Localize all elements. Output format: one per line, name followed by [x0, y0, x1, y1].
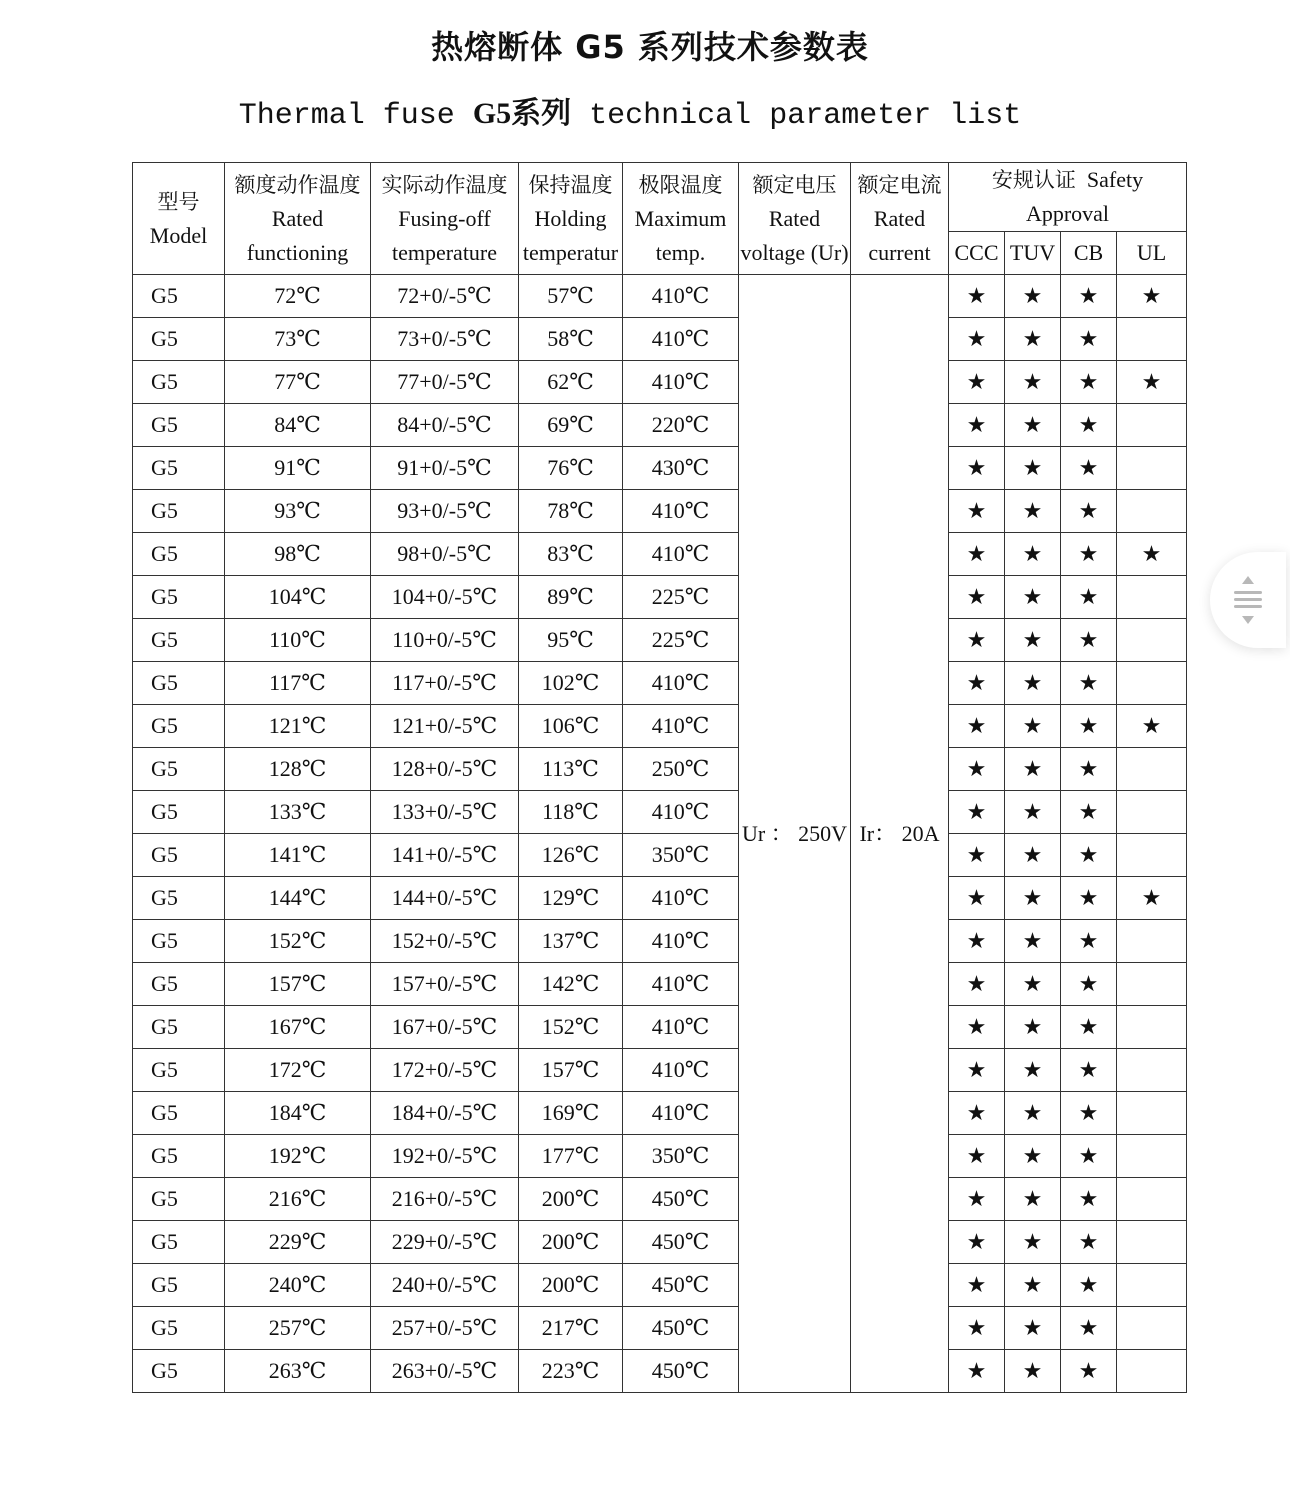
cell-ul-star	[1117, 490, 1187, 533]
cell-holding-temp: 106℃	[519, 705, 623, 748]
header-fusing-off: 实际动作温度 Fusing-off temperature	[371, 163, 519, 275]
cell-max-temp: 250℃	[623, 748, 739, 791]
cell-tuv-star: ★	[1005, 1049, 1061, 1092]
header-cert-ccc: CCC	[949, 232, 1005, 275]
cell-rated-temp: 91℃	[225, 447, 371, 490]
header-rated-current: 额定电流 Rated current	[851, 163, 949, 275]
cell-max-temp: 450℃	[623, 1264, 739, 1307]
cell-ccc-star: ★	[949, 748, 1005, 791]
cell-tuv-star: ★	[1005, 361, 1061, 404]
cell-ccc-star: ★	[949, 1092, 1005, 1135]
cell-cb-star: ★	[1061, 1006, 1117, 1049]
table-row	[133, 1264, 1187, 1307]
cell-holding-temp: 118℃	[519, 791, 623, 834]
scroll-handle-icon	[1232, 574, 1264, 626]
cell-ul-star: ★	[1117, 533, 1187, 576]
header-safety-approval: 安规认证 Safety Approval	[949, 163, 1187, 232]
cell-tuv-star: ★	[1005, 1350, 1061, 1393]
cell-ul-star	[1117, 748, 1187, 791]
cell-tuv-star: ★	[1005, 1307, 1061, 1350]
cell-rated-temp: 128℃	[225, 748, 371, 791]
cell-ul-star	[1117, 447, 1187, 490]
cell-cb-star: ★	[1061, 963, 1117, 1006]
cell-tuv-star: ★	[1005, 275, 1061, 318]
cell-fusing-temp: 77+0/-5℃	[371, 361, 519, 404]
cell-max-temp: 410℃	[623, 361, 739, 404]
cell-holding-temp: 142℃	[519, 963, 623, 1006]
cell-rated-temp: 121℃	[225, 705, 371, 748]
cell-max-temp: 410℃	[623, 1006, 739, 1049]
header-model: 型号 Model	[133, 163, 225, 275]
cell-fusing-temp: 72+0/-5℃	[371, 275, 519, 318]
table-row	[133, 1092, 1187, 1135]
cell-tuv-star: ★	[1005, 662, 1061, 705]
cell-ul-star: ★	[1117, 275, 1187, 318]
cell-ccc-star: ★	[949, 1135, 1005, 1178]
parameter-table	[132, 162, 1187, 1393]
cell-model: G5	[133, 834, 225, 877]
cell-model: G5	[133, 318, 225, 361]
cell-ccc-star: ★	[949, 705, 1005, 748]
cell-holding-temp: 157℃	[519, 1049, 623, 1092]
cell-model: G5	[133, 1049, 225, 1092]
cell-holding-temp: 177℃	[519, 1135, 623, 1178]
cell-ccc-star: ★	[949, 791, 1005, 834]
cell-holding-temp: 169℃	[519, 1092, 623, 1135]
cell-max-temp: 450℃	[623, 1221, 739, 1264]
cell-ul-star	[1117, 1221, 1187, 1264]
table-row	[133, 404, 1187, 447]
cell-max-temp: 410℃	[623, 877, 739, 920]
cell-holding-temp: 89℃	[519, 576, 623, 619]
cell-ccc-star: ★	[949, 490, 1005, 533]
cell-fusing-temp: 141+0/-5℃	[371, 834, 519, 877]
cell-max-temp: 410℃	[623, 963, 739, 1006]
cell-max-temp: 225℃	[623, 619, 739, 662]
cell-cb-star: ★	[1061, 447, 1117, 490]
cell-ccc-star: ★	[949, 1006, 1005, 1049]
table-row	[133, 619, 1187, 662]
cell-ccc-star: ★	[949, 275, 1005, 318]
cell-model: G5	[133, 1350, 225, 1393]
header-holding: 保持温度 Holding temperatur	[519, 163, 623, 275]
cell-holding-temp: 200℃	[519, 1178, 623, 1221]
cell-tuv-star: ★	[1005, 318, 1061, 361]
table-row	[133, 1049, 1187, 1092]
cell-rated-temp: 263℃	[225, 1350, 371, 1393]
cell-rated-temp: 93℃	[225, 490, 371, 533]
cell-fusing-temp: 192+0/-5℃	[371, 1135, 519, 1178]
cell-cb-star: ★	[1061, 1307, 1117, 1350]
table-body	[133, 275, 1187, 1393]
cell-ul-star	[1117, 791, 1187, 834]
cell-model: G5	[133, 576, 225, 619]
cell-ccc-star: ★	[949, 1264, 1005, 1307]
cell-cb-star: ★	[1061, 1264, 1117, 1307]
cell-tuv-star: ★	[1005, 877, 1061, 920]
cell-ccc-star: ★	[949, 834, 1005, 877]
table-row	[133, 662, 1187, 705]
cell-model: G5	[133, 1178, 225, 1221]
cell-tuv-star: ★	[1005, 619, 1061, 662]
cell-max-temp: 410℃	[623, 1092, 739, 1135]
cell-tuv-star: ★	[1005, 1264, 1061, 1307]
cell-model: G5	[133, 920, 225, 963]
table-row	[133, 490, 1187, 533]
cell-tuv-star: ★	[1005, 1178, 1061, 1221]
cell-ccc-star: ★	[949, 1221, 1005, 1264]
cell-model: G5	[133, 748, 225, 791]
title-en-series-word: 系列	[511, 96, 572, 131]
cell-cb-star: ★	[1061, 318, 1117, 361]
cell-fusing-temp: 121+0/-5℃	[371, 705, 519, 748]
cell-ccc-star: ★	[949, 877, 1005, 920]
cell-ccc-star: ★	[949, 533, 1005, 576]
cell-model: G5	[133, 447, 225, 490]
cell-cb-star: ★	[1061, 748, 1117, 791]
cell-rated-temp: 98℃	[225, 533, 371, 576]
cell-ul-star	[1117, 576, 1187, 619]
cell-rated-temp: 257℃	[225, 1307, 371, 1350]
cell-tuv-star: ★	[1005, 705, 1061, 748]
cell-rated-temp: 172℃	[225, 1049, 371, 1092]
cell-holding-temp: 200℃	[519, 1221, 623, 1264]
cell-cb-star: ★	[1061, 1092, 1117, 1135]
cell-ccc-star: ★	[949, 447, 1005, 490]
cell-rated-temp: 84℃	[225, 404, 371, 447]
header-cert-tuv: TUV	[1005, 232, 1061, 275]
cell-holding-temp: 95℃	[519, 619, 623, 662]
cell-rated-temp: 192℃	[225, 1135, 371, 1178]
cell-model: G5	[133, 705, 225, 748]
cell-rated-temp: 144℃	[225, 877, 371, 920]
cell-rated-temp: 72℃	[225, 275, 371, 318]
cell-rated-temp: 104℃	[225, 576, 371, 619]
cell-model: G5	[133, 791, 225, 834]
cell-fusing-temp: 91+0/-5℃	[371, 447, 519, 490]
cell-fusing-temp: 157+0/-5℃	[371, 963, 519, 1006]
cell-ccc-star: ★	[949, 662, 1005, 705]
cell-model: G5	[133, 1307, 225, 1350]
header-cert-ul: UL	[1117, 232, 1187, 275]
cell-cb-star: ★	[1061, 275, 1117, 318]
page-title-cn: 热熔断体 G5 系列技术参数表	[431, 28, 869, 66]
cell-cb-star: ★	[1061, 1135, 1117, 1178]
title-en-part1: Thermal fuse	[238, 99, 473, 133]
cell-ul-star	[1117, 1178, 1187, 1221]
cell-fusing-temp: 167+0/-5℃	[371, 1006, 519, 1049]
cell-model: G5	[133, 1135, 225, 1178]
cell-max-temp: 350℃	[623, 1135, 739, 1178]
table-row	[133, 705, 1187, 748]
cell-max-temp: 220℃	[623, 404, 739, 447]
cell-rated-temp: 73℃	[225, 318, 371, 361]
cell-ul-star	[1117, 1006, 1187, 1049]
cell-rated-temp: 157℃	[225, 963, 371, 1006]
cell-tuv-star: ★	[1005, 1092, 1061, 1135]
cell-holding-temp: 57℃	[519, 275, 623, 318]
cell-holding-temp: 113℃	[519, 748, 623, 791]
cell-fusing-temp: 257+0/-5℃	[371, 1307, 519, 1350]
cell-holding-temp: 58℃	[519, 318, 623, 361]
cell-fusing-temp: 84+0/-5℃	[371, 404, 519, 447]
cell-ccc-star: ★	[949, 1307, 1005, 1350]
cell-ul-star: ★	[1117, 877, 1187, 920]
cell-ul-star: ★	[1117, 705, 1187, 748]
cell-ul-star	[1117, 1092, 1187, 1135]
cell-ul-star	[1117, 920, 1187, 963]
cell-ul-star	[1117, 1049, 1187, 1092]
cell-cb-star: ★	[1061, 705, 1117, 748]
cell-model: G5	[133, 877, 225, 920]
table-row	[133, 576, 1187, 619]
cell-fusing-temp: 110+0/-5℃	[371, 619, 519, 662]
cell-ul-star	[1117, 834, 1187, 877]
cell-model: G5	[133, 533, 225, 576]
cell-ccc-star: ★	[949, 619, 1005, 662]
table-row	[133, 1307, 1187, 1350]
cell-ul-star	[1117, 963, 1187, 1006]
cell-model: G5	[133, 361, 225, 404]
cell-max-temp: 450℃	[623, 1307, 739, 1350]
cell-max-temp: 450℃	[623, 1178, 739, 1221]
cell-model: G5	[133, 490, 225, 533]
cell-fusing-temp: 133+0/-5℃	[371, 791, 519, 834]
cell-cb-star: ★	[1061, 1049, 1117, 1092]
cell-fusing-temp: 98+0/-5℃	[371, 533, 519, 576]
cell-holding-temp: 129℃	[519, 877, 623, 920]
header-maximum: 极限温度 Maximum temp.	[623, 163, 739, 275]
cell-tuv-star: ★	[1005, 447, 1061, 490]
cell-tuv-star: ★	[1005, 1135, 1061, 1178]
cell-cb-star: ★	[1061, 877, 1117, 920]
table-row	[133, 748, 1187, 791]
cell-cb-star: ★	[1061, 619, 1117, 662]
cell-tuv-star: ★	[1005, 748, 1061, 791]
cell-ul-star	[1117, 404, 1187, 447]
cell-rated-temp: 184℃	[225, 1092, 371, 1135]
cell-rated-temp: 229℃	[225, 1221, 371, 1264]
cell-fusing-temp: 229+0/-5℃	[371, 1221, 519, 1264]
cell-fusing-temp: 144+0/-5℃	[371, 877, 519, 920]
cell-max-temp: 410℃	[623, 705, 739, 748]
header-rated-functioning: 额度动作温度 Rated functioning	[225, 163, 371, 275]
cell-cb-star: ★	[1061, 404, 1117, 447]
cell-cb-star: ★	[1061, 791, 1117, 834]
cell-rated-temp: 216℃	[225, 1178, 371, 1221]
cell-rated-voltage: Ur ： 250V	[739, 275, 851, 1393]
cell-holding-temp: 217℃	[519, 1307, 623, 1350]
cell-max-temp: 410℃	[623, 791, 739, 834]
table-row	[133, 361, 1187, 404]
cell-ccc-star: ★	[949, 1049, 1005, 1092]
cell-holding-temp: 152℃	[519, 1006, 623, 1049]
cell-ccc-star: ★	[949, 576, 1005, 619]
table-row	[133, 920, 1187, 963]
cell-fusing-temp: 172+0/-5℃	[371, 1049, 519, 1092]
cell-holding-temp: 76℃	[519, 447, 623, 490]
table-row	[133, 275, 1187, 318]
cell-max-temp: 350℃	[623, 834, 739, 877]
cell-rated-temp: 77℃	[225, 361, 371, 404]
cell-ul-star	[1117, 1264, 1187, 1307]
table-row	[133, 533, 1187, 576]
cell-max-temp: 410℃	[623, 318, 739, 361]
cell-tuv-star: ★	[1005, 920, 1061, 963]
cell-max-temp: 430℃	[623, 447, 739, 490]
cell-rated-temp: 133℃	[225, 791, 371, 834]
cell-tuv-star: ★	[1005, 791, 1061, 834]
table-row	[133, 1221, 1187, 1264]
cell-max-temp: 410℃	[623, 920, 739, 963]
cell-max-temp: 450℃	[623, 1350, 739, 1393]
cell-max-temp: 410℃	[623, 1049, 739, 1092]
cell-rated-temp: 110℃	[225, 619, 371, 662]
cell-model: G5	[133, 662, 225, 705]
cell-model: G5	[133, 1264, 225, 1307]
cell-holding-temp: 69℃	[519, 404, 623, 447]
cell-holding-temp: 223℃	[519, 1350, 623, 1393]
cell-model: G5	[133, 275, 225, 318]
cell-fusing-temp: 104+0/-5℃	[371, 576, 519, 619]
header-cert-cb: CB	[1061, 232, 1117, 275]
cell-cb-star: ★	[1061, 1221, 1117, 1264]
cell-ul-star: ★	[1117, 361, 1187, 404]
title-en-series-code: G5	[472, 97, 512, 130]
cell-max-temp: 410℃	[623, 662, 739, 705]
cell-tuv-star: ★	[1005, 404, 1061, 447]
cell-ul-star	[1117, 662, 1187, 705]
cell-ccc-star: ★	[949, 361, 1005, 404]
table-row	[133, 1135, 1187, 1178]
cell-ccc-star: ★	[949, 963, 1005, 1006]
cell-fusing-temp: 184+0/-5℃	[371, 1092, 519, 1135]
cell-holding-temp: 62℃	[519, 361, 623, 404]
cell-max-temp: 410℃	[623, 533, 739, 576]
table-row	[133, 447, 1187, 490]
cell-model: G5	[133, 1221, 225, 1264]
cell-fusing-temp: 117+0/-5℃	[371, 662, 519, 705]
cell-tuv-star: ★	[1005, 834, 1061, 877]
cell-cb-star: ★	[1061, 662, 1117, 705]
table-row	[133, 1006, 1187, 1049]
cell-ccc-star: ★	[949, 404, 1005, 447]
table-row	[133, 963, 1187, 1006]
cell-cb-star: ★	[1061, 576, 1117, 619]
page-title-en	[0, 88, 1260, 133]
cell-holding-temp: 126℃	[519, 834, 623, 877]
cell-cb-star: ★	[1061, 920, 1117, 963]
cell-cb-star: ★	[1061, 533, 1117, 576]
title-en-part4: technical parameter list	[571, 99, 1022, 133]
table-row	[133, 791, 1187, 834]
table-row	[133, 1178, 1187, 1221]
cell-ccc-star: ★	[949, 1178, 1005, 1221]
cell-ccc-star: ★	[949, 318, 1005, 361]
cell-tuv-star: ★	[1005, 576, 1061, 619]
cell-fusing-temp: 128+0/-5℃	[371, 748, 519, 791]
table-row	[133, 1350, 1187, 1393]
cell-rated-temp: 240℃	[225, 1264, 371, 1307]
cell-model: G5	[133, 1006, 225, 1049]
cell-cb-star: ★	[1061, 1178, 1117, 1221]
cell-fusing-temp: 93+0/-5℃	[371, 490, 519, 533]
cell-ul-star	[1117, 1350, 1187, 1393]
cell-holding-temp: 102℃	[519, 662, 623, 705]
table-row	[133, 834, 1187, 877]
cell-tuv-star: ★	[1005, 490, 1061, 533]
cell-ul-star	[1117, 1135, 1187, 1178]
table-row	[133, 318, 1187, 361]
cell-fusing-temp: 152+0/-5℃	[371, 920, 519, 963]
cell-fusing-temp: 240+0/-5℃	[371, 1264, 519, 1307]
cell-model: G5	[133, 1092, 225, 1135]
cell-model: G5	[133, 963, 225, 1006]
header-rated-voltage: 额定电压 Rated voltage (Ur)	[739, 163, 851, 275]
cell-max-temp: 410℃	[623, 275, 739, 318]
cell-tuv-star: ★	[1005, 1006, 1061, 1049]
cell-tuv-star: ★	[1005, 533, 1061, 576]
cell-holding-temp: 137℃	[519, 920, 623, 963]
cell-tuv-star: ★	[1005, 963, 1061, 1006]
cell-cb-star: ★	[1061, 1350, 1117, 1393]
cell-fusing-temp: 73+0/-5℃	[371, 318, 519, 361]
cell-model: G5	[133, 404, 225, 447]
cell-rated-temp: 152℃	[225, 920, 371, 963]
cell-max-temp: 410℃	[623, 490, 739, 533]
cell-rated-temp: 167℃	[225, 1006, 371, 1049]
cell-cb-star: ★	[1061, 490, 1117, 533]
cell-cb-star: ★	[1061, 361, 1117, 404]
cell-model: G5	[133, 619, 225, 662]
cell-rated-current: Ir： 20A	[851, 275, 949, 1393]
table-row	[133, 877, 1187, 920]
cell-rated-temp: 141℃	[225, 834, 371, 877]
cell-rated-temp: 117℃	[225, 662, 371, 705]
cell-holding-temp: 200℃	[519, 1264, 623, 1307]
cell-fusing-temp: 216+0/-5℃	[371, 1178, 519, 1221]
cell-ul-star	[1117, 619, 1187, 662]
cell-holding-temp: 78℃	[519, 490, 623, 533]
cell-ccc-star: ★	[949, 1350, 1005, 1393]
scroll-widget[interactable]	[1210, 552, 1286, 648]
cell-ul-star	[1117, 1307, 1187, 1350]
cell-ccc-star: ★	[949, 920, 1005, 963]
cell-cb-star: ★	[1061, 834, 1117, 877]
cell-ul-star	[1117, 318, 1187, 361]
cell-holding-temp: 83℃	[519, 533, 623, 576]
cell-max-temp: 225℃	[623, 576, 739, 619]
cell-fusing-temp: 263+0/-5℃	[371, 1350, 519, 1393]
cell-tuv-star: ★	[1005, 1221, 1061, 1264]
